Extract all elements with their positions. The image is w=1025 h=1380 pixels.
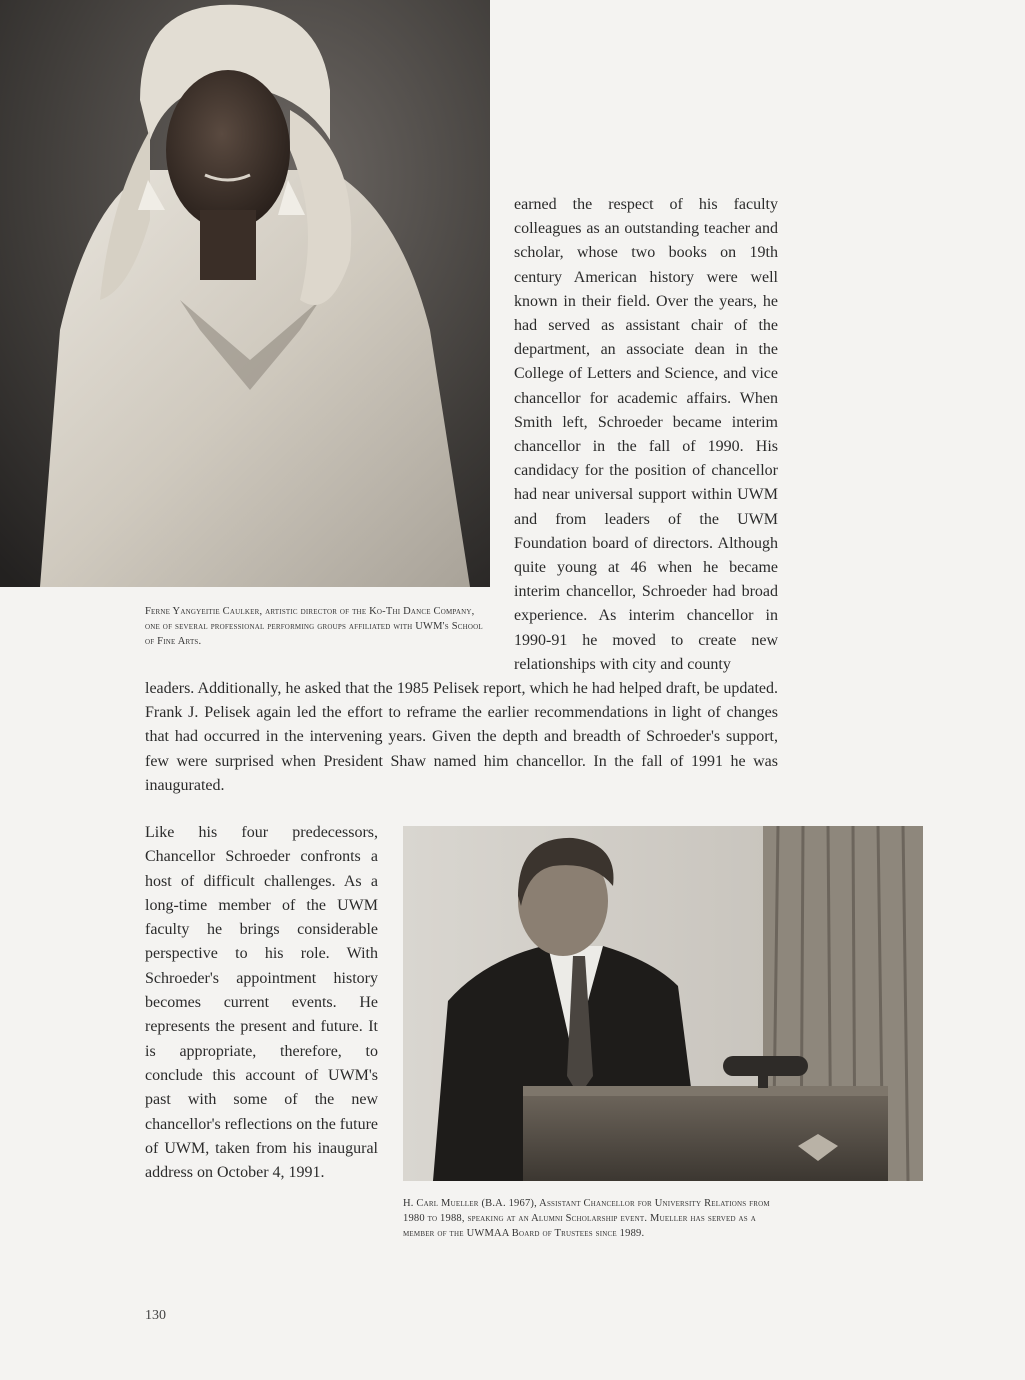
photo-caption-caulker: Ferne Yangyeitie Caulker, artistic director of the Ko-Thi Dance Company, one of several professional performing groups affiliated with UWM's School of Fine Arts. <box>145 606 483 647</box>
body-paragraph-left-column: Like his four predecessors, Chancellor Schroeder confronts a host of difficult challenges. As a long-time member of the UWM faculty he brings considerable perspective to his role. With Schroeder's appointment history becomes current events. He represents the present and future. It is appropriate, therefore, to conclude this account of UWM's past with some of the new chancellor's reflections on the future of UWM, taken from his inaugural address on October 4, 1991. <box>145 824 379 1182</box>
portrait-photo-caulker <box>0 0 490 587</box>
page-number: 130 <box>145 1308 166 1323</box>
photo-mueller-speaking <box>403 826 923 1181</box>
body-paragraph-full-width: leaders. Additionally, he asked that the 1985 Pelisek report, which he had helped draft, be updated. Frank J. Pelisek again led the effort to reframe the earlier recommendations in light of changes that had occurred in the intervening years. Given the depth and breadth of Schroeder's support, few were surprised when President Shaw named him chancellor. In the fall of 1991 he was inaugurated. <box>145 680 778 794</box>
body-paragraph-right-column: earned the respect of his faculty colleagues as an outstanding teacher and scholar, whose two books on 19th century American history were well known in their field. Over the years, he had served as assistant chair of the department, an associate dean in the College of Letters and Science, and vice chancellor for academic affairs. When Smith left, Schroeder became interim chancellor in the fall of 1990. His candidacy for the position of chancellor had near universal support within UWM and from leaders of the UWM Foundation board of directors. Although quite young at 46 when he became interim chancellor, Schroeder had broad experience. As interim chancellor in 1990-91 he moved to create new relationships with city and county <box>514 196 778 673</box>
photo-caption-mueller: H. Carl Mueller (B.A. 1967), Assistant Chancellor for University Relations from 1980 to 1988, speaking at an Alumni Scholarship event. Mueller has served as a member of the UWMAA Board of Trustees since 1989. <box>403 1198 770 1239</box>
